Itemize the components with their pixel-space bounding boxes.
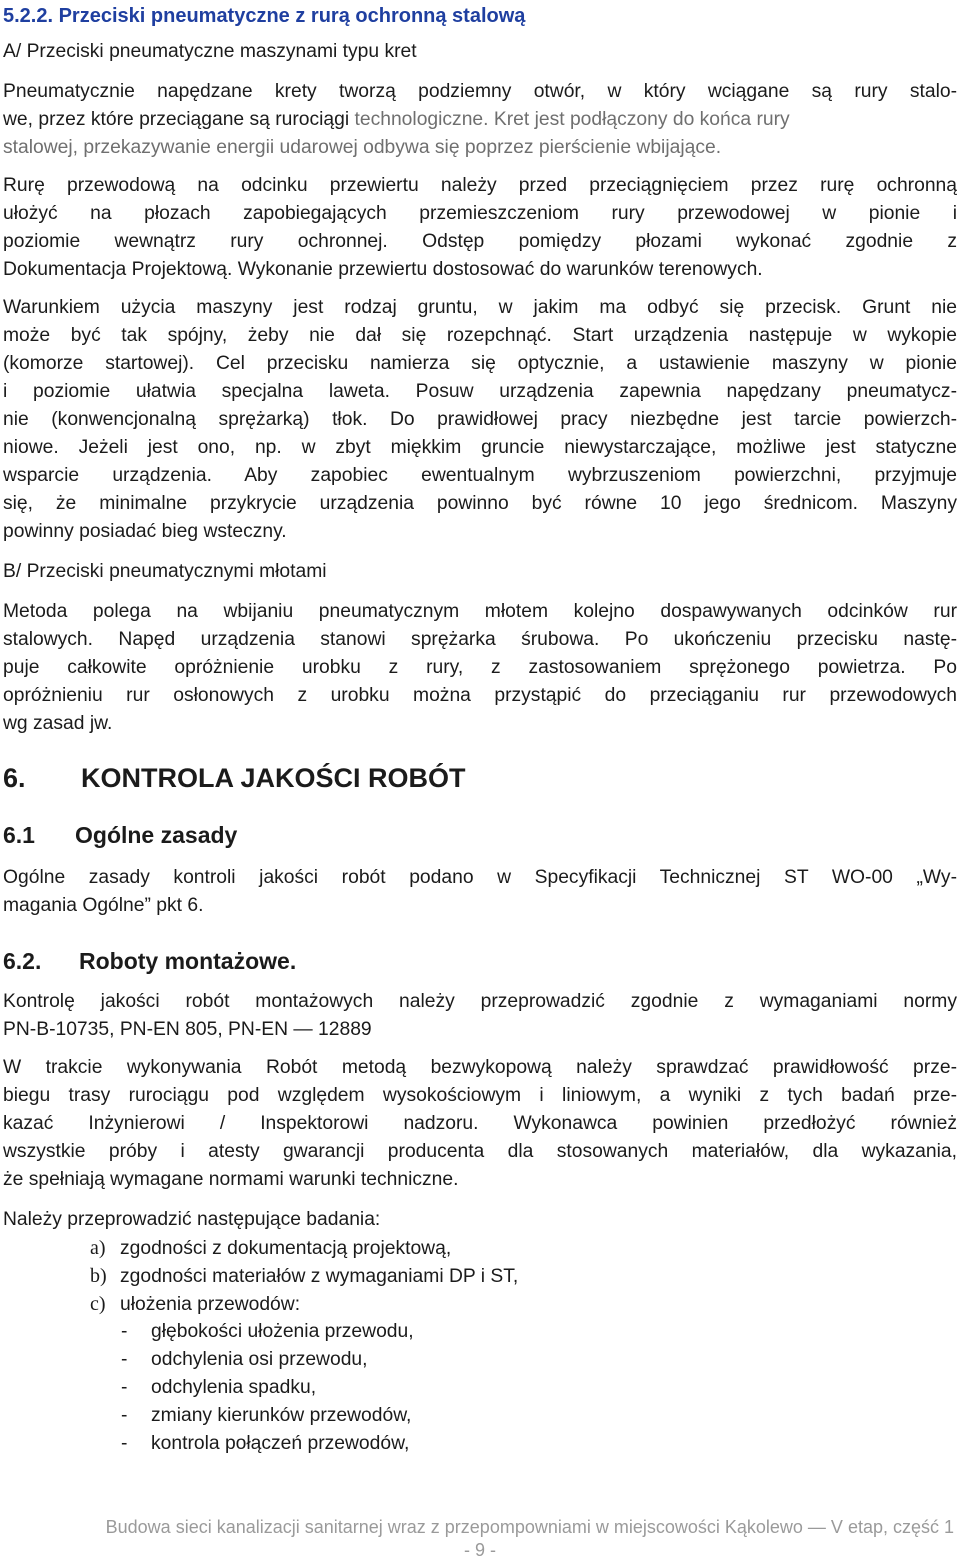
paragraph-line: się, że minimalne przykrycie urządzenia powinno być równe 10 jego średnicom. Maszyny — [3, 493, 957, 514]
list-item-text: kontrola połączeń przewodów, — [151, 1433, 410, 1454]
subsection-b-heading: B/ Przeciski pneumatycznymi młotami — [3, 561, 327, 582]
list-marker: a) — [90, 1237, 106, 1259]
sublist-item — [121, 1430, 409, 1458]
section-title: Ogólne zasady — [75, 822, 238, 848]
section-6-heading — [3, 761, 466, 795]
section-number: 6.1 — [3, 822, 35, 848]
paragraph-line: magania Ogólne” pkt 6. — [3, 895, 204, 916]
page-number: - 9 - — [463, 1540, 496, 1560]
list-item-text: zmiany kierunków przewodów, — [151, 1405, 412, 1426]
paragraph-line: Pneumatycznie napędzane krety tworzą podziemny otwór, w który wciągane są rury stalo- — [3, 81, 957, 102]
sublist-item — [121, 1374, 316, 1402]
paragraph-line: ułożyć na płozach zapobiegających przemieszczeniom rury przewodowej w pionie i — [3, 203, 957, 224]
list-item-text: głębokości ułożenia przewodu, — [151, 1321, 414, 1342]
paragraph-line: Metoda polega na wbijaniu pneumatycznym młotem kolejno dospawywanych odcinków rur — [3, 601, 957, 622]
paragraph-line-segment: technologiczne. Kret jest podłączony do końca rury — [354, 109, 790, 130]
paragraph-line: puje całkowite opróżnienie urobku z rury, z zastosowaniem sprężonego powietrza. Po — [3, 657, 957, 678]
sublist-item — [121, 1318, 414, 1346]
section-522-heading: 5.2.2. Przeciski pneumatyczne z rurą ochronną stalową — [3, 5, 526, 27]
paragraph-line: wsparcie urządzenia. Aby zapobiec ewentualnym wybrzuszeniom powierzchni, przyjmuje — [3, 465, 957, 486]
list-marker: b) — [90, 1265, 107, 1287]
paragraph-line: Ogólne zasady kontroli jakości robót podano w Specyfikacji Technicznej ST WO-00 „Wy- — [3, 867, 957, 888]
page-footer: Budowa sieci kanalizacji sanitarnej wraz z przepompowniami w miejscowości Kąkolewo — V etap, część 1 — [105, 1517, 954, 1537]
list-marker: - — [121, 1377, 128, 1398]
section-number: 6.2. — [3, 948, 42, 974]
list-marker: - — [121, 1405, 128, 1426]
list-marker: - — [121, 1349, 128, 1370]
list-item — [90, 1290, 300, 1319]
paragraph-line: poziomie wewnątrz rury ochronnej. Odstęp pomiędzy płozami wykonać zgodnie z — [3, 231, 957, 252]
paragraph-line: W trakcie wykonywania Robót metodą bezwykopową należy sprawdzać prawidłowość prze- — [3, 1057, 957, 1078]
sublist-item — [121, 1346, 368, 1374]
list-marker: - — [121, 1433, 128, 1454]
section-61-heading — [3, 820, 237, 850]
paragraph-line: może być tak spójny, żeby nie dał się rozepchnąć. Start urządzenia następuje w wykopie — [3, 325, 957, 346]
section-title: Roboty montażowe. — [79, 948, 297, 974]
paragraph-line: stalowej, przekazywanie energii udarowej odbywa się poprzez pierścienie wbijające. — [3, 137, 722, 158]
paragraph-line: wg zasad jw. — [3, 713, 113, 734]
paragraph-line: niowe. Jeżeli jest ono, np. w zbyt miękkim gruncie niewystarczające, możliwe jest statyczne — [3, 437, 957, 458]
paragraph-line: Kontrolę jakości robót montażowych należy przeprowadzić zgodnie z wymaganiami normy — [3, 991, 957, 1012]
paragraph-line: opróżnieniu rur osłonowych z urobku można przystąpić do przeciąganiu rur przewodowych — [3, 685, 957, 706]
list-item-text: odchylenia spadku, — [151, 1377, 317, 1398]
sublist-item — [121, 1402, 411, 1430]
paragraph-line: że spełniają wymagane normami warunki techniczne. — [3, 1169, 459, 1190]
list-item — [90, 1234, 451, 1263]
paragraph-line-segment: we, przez które przeciągane są rurociągi — [3, 109, 355, 130]
paragraph-line: kazać Inżynierowi / Inspektorowi nadzoru. Wykonawca powinien przedłożyć również — [3, 1113, 957, 1134]
subsection-a-heading: A/ Przeciski pneumatyczne maszynami typu kret — [3, 41, 417, 62]
paragraph-line: (komorze startowej). Cel przecisku namierza się optycznie, a ustawienie maszyny w pionie — [3, 353, 957, 374]
paragraph-line: Warunkiem użycia maszyny jest rodzaj gruntu, w jakim ma odbyć się przecisk. Grunt nie — [3, 297, 957, 318]
list-item-text: zgodności z dokumentacją projektową, — [120, 1238, 452, 1259]
paragraph-line: powinny posiadać bieg wsteczny. — [3, 521, 287, 542]
list-marker: c) — [90, 1293, 106, 1315]
list-marker: - — [121, 1321, 128, 1342]
paragraph-line: nie (konwencjonalną sprężarką) tłok. Do prawidłowej pracy niezbędne jest tarcie powierzch- — [3, 409, 957, 430]
paragraph-line: wszystkie próby i atesty gwarancji producenta dla stosowanych materiałów, dla wykazania, — [3, 1141, 957, 1162]
paragraph-line: Dokumentacja Projektową. Wykonanie przewiertu dostosować do warunków terenowych. — [3, 259, 763, 280]
section-62-heading — [3, 946, 296, 976]
paragraph-line — [3, 106, 957, 134]
paragraph-line: stalowych. Napęd urządzenia stanowi sprężarka śrubowa. Po ukończeniu przecisku nastę- — [3, 629, 957, 650]
list-item — [90, 1262, 518, 1291]
list-intro: Należy przeprowadzić następujące badania: — [3, 1209, 381, 1230]
section-title: KONTROLA JAKOŚCI ROBÓT — [81, 763, 466, 793]
paragraph-line: i poziomie ułatwia specjalna laweta. Posuw urządzenia zapewnia napędzany pneumatycz- — [3, 381, 957, 402]
list-item-text: zgodności materiałów z wymaganiami DP i ST, — [120, 1266, 519, 1287]
list-item-text: odchylenia osi przewodu, — [151, 1349, 368, 1370]
section-number: 6. — [3, 763, 26, 793]
paragraph-line: biegu trasy rurociągu pod względem wysokościowym i liniowym, a wyniki z tych badań prze- — [3, 1085, 957, 1106]
paragraph-line: PN-B-10735, PN-EN 805, PN-EN — 12889 — [3, 1019, 372, 1040]
list-item-text: ułożenia przewodów: — [120, 1294, 301, 1315]
paragraph-line: Rurę przewodową na odcinku przewiertu należy przed przeciągnięciem przez rurę ochronną — [3, 175, 957, 196]
